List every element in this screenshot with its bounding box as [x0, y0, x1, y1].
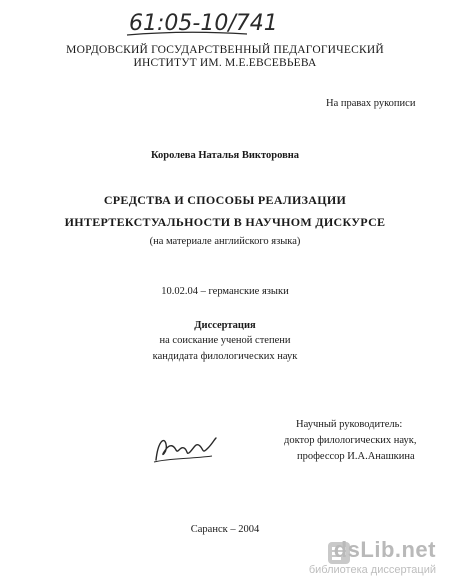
specialty-code: 10.02.04 – германские языки [161, 286, 289, 297]
signature-drawing [150, 432, 220, 466]
supervisor-label: Научный руководитель: [296, 419, 403, 430]
place-and-year: Саранск – 2004 [190, 524, 260, 535]
archive-stamp-text: 61:05-10/741 [129, 11, 278, 36]
watermark-footer [0, 530, 450, 582]
institution-line-2: ИНСТИТУТ ИМ. М.Е.ЕВСЕВЬЕВА [133, 57, 317, 69]
rights-note: На правах рукописи [326, 98, 416, 109]
degree-type: Диссертация [194, 320, 256, 331]
institution-line-1: МОРДОВСКИЙ ГОСУДАРСТВЕННЫЙ ПЕДАГОГИЧЕСКИЙ [66, 44, 384, 56]
title-subtitle: (на материале английского языка) [149, 236, 301, 247]
watermark-brand[interactable]: dsLib.net [333, 537, 436, 562]
supervisor-name: профессор И.А.Анашкина [297, 451, 415, 462]
archive-stamp [125, 6, 278, 38]
author-name: Королева Наталья Викторовна [150, 150, 300, 161]
degree-line-1: на соискание ученой степени [159, 335, 291, 346]
watermark-tagline: библиотека диссертаций [308, 564, 436, 576]
archive-stamp-handwriting [125, 6, 278, 38]
supervisor-degree: доктор филологических наук, [284, 435, 417, 446]
author-signature [150, 432, 220, 466]
title-line-2: ИНТЕРТЕКСТУАЛЬНОСТИ В НАУЧНОМ ДИСКУРСЕ [64, 215, 386, 229]
title-line-1: СРЕДСТВА И СПОСОБЫ РЕАЛИЗАЦИИ [103, 193, 347, 207]
degree-line-2: кандидата филологических наук [152, 351, 298, 362]
